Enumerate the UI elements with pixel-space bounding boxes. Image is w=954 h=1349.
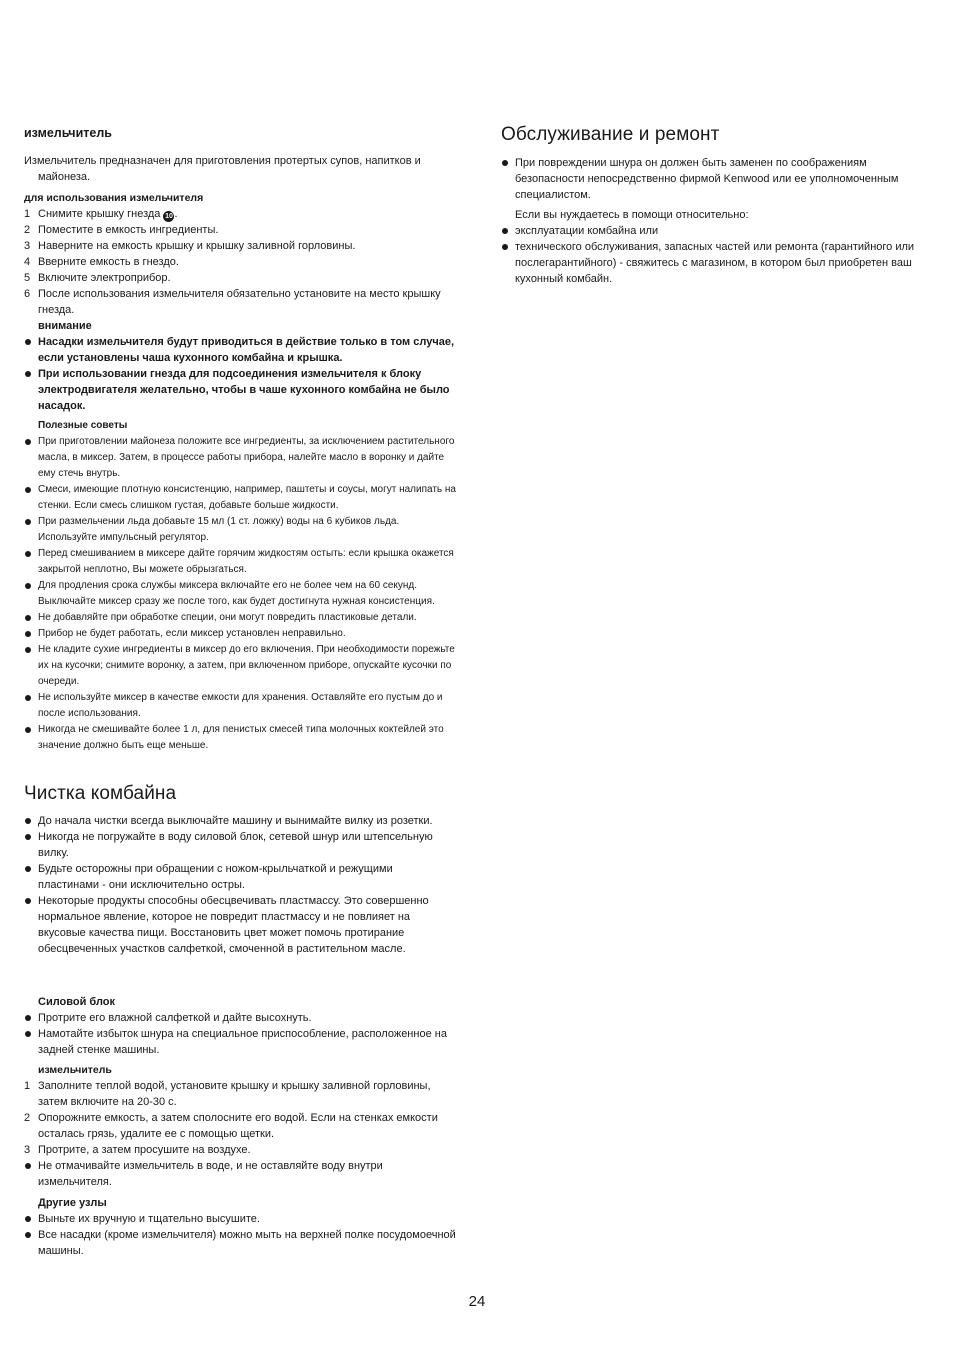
cleaning-item xyxy=(24,893,456,957)
cleaning-text: Будьте осторожны при обращении с ножом-крыльчаткой и режущими пластинами - они исключительно остры. xyxy=(38,863,393,891)
help-item-text: технического обслуживания, запасных частей или ремонта (гарантийного или послегарантийного) - свяжитесь с магазином, в котором был приобретен ваш кухонный комбайн. xyxy=(515,241,915,285)
step-item xyxy=(24,206,456,222)
other-heading: Другие узлы xyxy=(38,1197,107,1209)
tip-text: Никогда не смешивайте более 1 л, для пенистых смесей типа молочных коктейлей это значение должно быть еще меньше. xyxy=(38,724,444,751)
step-text: Не отмачивайте измельчитель в воде, и не оставляйте воду внутри измельчителя. xyxy=(38,1160,383,1188)
tip-item xyxy=(24,690,456,722)
step-number: 1 xyxy=(24,1080,31,1092)
cleaning-item xyxy=(24,861,456,893)
tip-text: Не добавляйте при обработке специи, они могут повредить пластиковые детали. xyxy=(38,612,417,623)
cleaning-block xyxy=(24,813,456,957)
tip-text: Смеси, имеющие плотную консистенцию, например, паштеты и соусы, могут налипать на стенки. Если смесь слишком густая, добавьте больше жидкости. xyxy=(38,484,456,511)
step-number: 5 xyxy=(24,272,31,284)
grinder-clean-step xyxy=(24,1142,456,1158)
step-number: 2 xyxy=(24,1112,31,1124)
tip-item xyxy=(24,434,456,482)
step-item xyxy=(24,270,456,286)
power-text: Протрите его влажной салфеткой и дайте высохнуть. xyxy=(38,1012,312,1024)
cleaning-heading: Чистка комбайна xyxy=(24,783,177,804)
tip-text: Прибор не будет работать, если миксер установлен неправильно. xyxy=(38,628,346,639)
grinder-cleaning-heading: измельчитель xyxy=(38,1064,112,1076)
step-text: После использования измельчителя обязательно установите на место крышку гнезда. xyxy=(38,288,441,316)
bullet-icon xyxy=(25,1232,31,1238)
other-block xyxy=(24,1195,456,1259)
bullet-icon xyxy=(25,551,31,557)
power-item xyxy=(24,1026,456,1058)
grinder-use-block xyxy=(24,190,456,414)
tip-text: При размельчении льда добавьте 15 мл (1 ст. ложку) воды на 6 кубиков льда. Используйте импульсный регулятор. xyxy=(38,516,400,543)
bullet-icon xyxy=(502,160,508,166)
help-text: Если вы нуждаетесь в помощи относительно: xyxy=(515,209,749,221)
step-text: Поместите в емкость ингредиенты. xyxy=(38,224,219,236)
bullet-icon xyxy=(25,834,31,840)
step-text: Включите электроприбор. xyxy=(38,272,171,284)
bullet-icon xyxy=(25,898,31,904)
step-text: Вверните емкость в гнездо. xyxy=(38,256,179,268)
tip-text: Для продления срока службы миксера включайте его не более чем на 60 секунд. Выключайте миксер сразу же после того, как будет достигнута нужная консистенция. xyxy=(38,580,435,607)
bullet-icon xyxy=(25,866,31,872)
cleaning-item xyxy=(24,813,456,829)
bullet-icon xyxy=(25,695,31,701)
bullet-icon xyxy=(25,615,31,621)
power-item xyxy=(24,1010,456,1026)
step-number: 3 xyxy=(24,240,31,252)
socket-marker-icon: 10 xyxy=(165,213,173,220)
bullet-icon xyxy=(25,727,31,733)
bullet-icon xyxy=(25,487,31,493)
tip-text: При приготовлении майонеза положите все ингредиенты, за исключением растительного масла, в миксер. Затем, в процессе работы прибора, налейте масло в воронку и дайте ему стечь внутрь. xyxy=(38,436,455,479)
step-item xyxy=(24,286,456,318)
step-number: 4 xyxy=(24,256,31,268)
bullet-icon xyxy=(25,647,31,653)
power-text: Намотайте избыток шнура на специальное приспособление, расположенное на задней стенке машины. xyxy=(38,1028,447,1056)
page-number: 24 xyxy=(468,1293,486,1310)
step-number: 2 xyxy=(24,224,31,236)
step-number: 3 xyxy=(24,1144,31,1156)
warning-text: При использовании гнезда для подсоединения измельчителя к блоку электродвигателя желательно, чтобы в чаше кухонного комбайна не было насадок. xyxy=(38,368,450,412)
grinder-cleaning-block xyxy=(24,1062,456,1190)
bullet-icon xyxy=(25,439,31,445)
tip-item xyxy=(24,482,456,514)
bullet-icon xyxy=(25,631,31,637)
step-text: Снимите крышку гнезда xyxy=(38,208,161,220)
bullet-icon xyxy=(25,818,31,824)
bullet-icon xyxy=(25,371,31,377)
bullet-icon xyxy=(25,1216,31,1222)
help-item-text: эксплуатации комбайна или xyxy=(515,225,659,237)
grinder-clean-step xyxy=(24,1078,456,1110)
tip-item xyxy=(24,610,456,626)
warning-item xyxy=(24,334,456,366)
service-heading: Обслуживание и ремонт xyxy=(501,124,720,145)
tip-item xyxy=(24,546,456,578)
tip-item xyxy=(24,514,456,546)
tip-text: Перед смешиванием в миксере дайте горячим жидкостям остыть: если крышка окажется закрытой неплотно, Вы можете обрызгаться. xyxy=(38,548,454,575)
step-tail: . xyxy=(174,208,178,220)
grinder-clean-step xyxy=(24,1110,456,1142)
tip-item xyxy=(24,722,456,754)
tips-block xyxy=(24,418,456,754)
grinder-heading: измельчитель xyxy=(24,126,112,140)
service-text: При повреждении шнура он должен быть заменен по соображениям безопасности непосредственно фирмой Kenwood или ее уполномоченным специалистом. xyxy=(515,157,899,201)
help-item xyxy=(501,239,921,287)
attention-heading: внимание xyxy=(38,320,92,332)
step-number: 6 xyxy=(24,288,31,300)
step-item xyxy=(24,238,456,254)
grinder-intro-block xyxy=(24,153,456,185)
tips-heading: Полезные советы xyxy=(38,420,128,431)
power-block xyxy=(24,994,456,1058)
other-text: Все насадки (кроме измельчителя) можно мыть на верхней полке посудомоечной машины. xyxy=(38,1229,456,1257)
cleaning-item xyxy=(24,829,456,861)
step-text: Опорожните емкость, а затем сполосните его водой. Если на стенках емкости осталась грязь, удалите ее с помощью щетки. xyxy=(38,1112,438,1140)
tip-item xyxy=(24,626,456,642)
bullet-icon xyxy=(25,1031,31,1037)
bullet-icon xyxy=(502,244,508,250)
cleaning-text: До начала чистки всегда выключайте машину и вынимайте вилку из розетки. xyxy=(38,815,433,827)
tip-item xyxy=(24,642,456,690)
use-heading: для использования измельчителя xyxy=(24,192,204,204)
other-item xyxy=(24,1227,456,1259)
service-item xyxy=(501,155,921,203)
step-text: Протрите, а затем просушите на воздухе. xyxy=(38,1144,251,1156)
cleaning-text: Некоторые продукты способны обесцвечивать пластмассу. Это совершенно нормальное явление, которое не повредит пластмассу и не повлияет на вкусовые качества пищи. Восстановить цвет может помочь протирание обесцвеченных участков салфеткой, смоченной в растительном масле. xyxy=(38,895,429,955)
step-item xyxy=(24,222,456,238)
step-item xyxy=(24,254,456,270)
warning-item xyxy=(24,366,456,414)
grinder-intro: Измельчитель предназначен для приготовления протертых супов, напитков и майонеза. xyxy=(24,155,421,183)
other-item xyxy=(24,1211,456,1227)
bullet-icon xyxy=(25,519,31,525)
step-text: Наверните на емкость крышку и крышку заливной горловины. xyxy=(38,240,356,252)
help-item xyxy=(501,223,921,239)
step-text: Заполните теплой водой, установите крышку и крышку заливной горловины, затем включите на 20-30 с. xyxy=(38,1080,431,1108)
power-heading: Силовой блок xyxy=(38,996,116,1008)
bullet-icon xyxy=(25,1015,31,1021)
step-number: 1 xyxy=(24,208,31,220)
bullet-icon xyxy=(502,228,508,234)
cleaning-text: Никогда не погружайте в воду силовой блок, сетевой шнур или штепсельную вилку. xyxy=(38,831,433,859)
tip-text: Не используйте миксер в качестве емкости для хранения. Оставляйте его пустым до и после использования. xyxy=(38,692,443,719)
bullet-icon xyxy=(25,339,31,345)
grinder-clean-step xyxy=(24,1158,456,1190)
bullet-icon xyxy=(25,583,31,589)
tip-text: Не кладите сухие ингредиенты в миксер до его включения. При необходимости порежьте их на кусочки; снимите воронку, а затем, при включенном приборе, опускайте кусочки по очереди. xyxy=(38,644,455,687)
bullet-icon xyxy=(25,1163,31,1169)
tip-item xyxy=(24,578,456,610)
other-text: Выньте их вручную и тщательно высушите. xyxy=(38,1213,260,1225)
warning-text: Насадки измельчителя будут приводиться в действие только в том случае, если установлены чаша кухонного комбайна и крышка. xyxy=(38,336,454,364)
service-block xyxy=(501,155,921,287)
